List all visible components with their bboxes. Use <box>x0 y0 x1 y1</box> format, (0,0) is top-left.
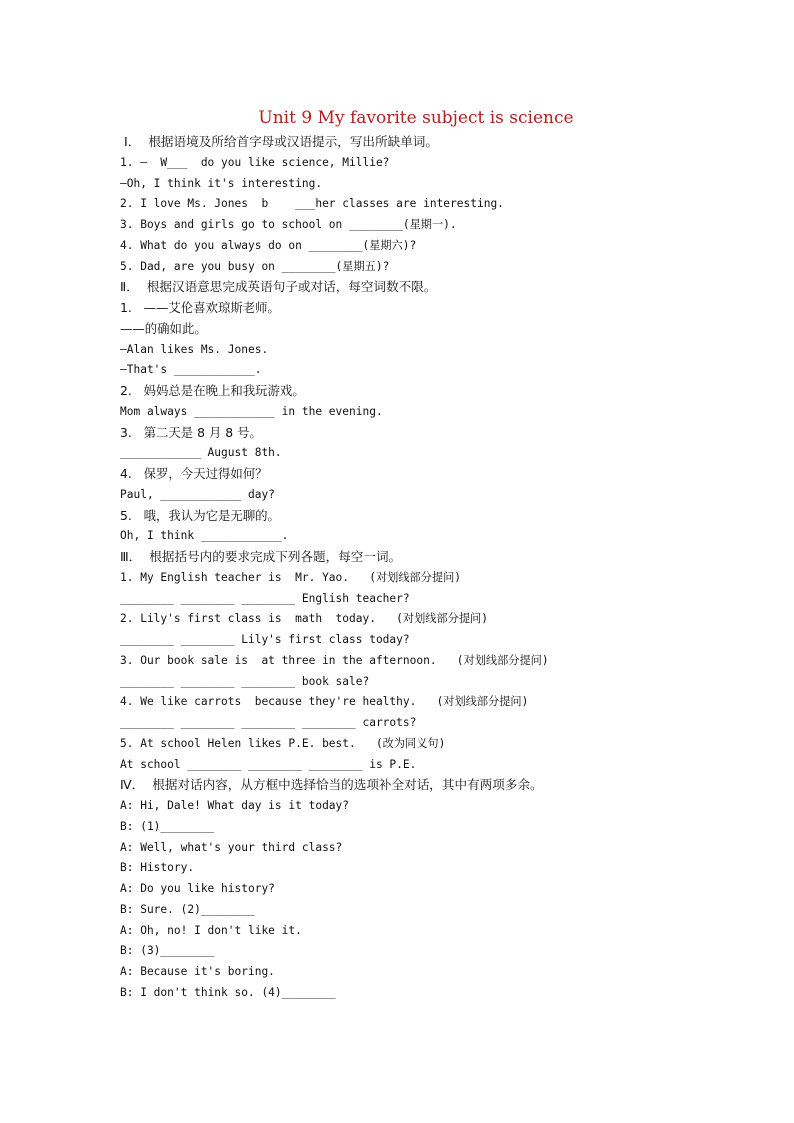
worksheet-line: ____________ August 8th. <box>120 446 282 460</box>
worksheet-line: 2. 妈妈总是在晚上和我玩游戏。 <box>120 383 305 398</box>
worksheet-line: 2. I love Ms. Jones b ___her classes are interesting. <box>120 197 504 211</box>
worksheet-line: 3. Boys and girls go to school on ________(星期一). <box>120 218 457 231</box>
worksheet-line: A: Do you like history? <box>120 882 275 895</box>
section-heading: Ⅳ． 根据对话内容，从方框中选择恰当的选项补全对话，其中有两项多余。 <box>120 777 543 793</box>
worksheet-line: ——的确如此。 <box>120 320 207 336</box>
worksheet-line: 4. 保罗，今天过得如何？ <box>120 466 268 481</box>
worksheet-line: 4. We like carrots because they're healthy. (对划线部分提问) <box>120 695 529 709</box>
worksheet-body <box>120 132 740 1004</box>
worksheet-line: —Alan likes Ms. Jones. <box>120 342 269 356</box>
worksheet-line: 1. My English teacher is Mr. Yao. (对划线部分提问) <box>120 570 461 584</box>
worksheet-line: A: Well, what's your third class? <box>120 840 343 854</box>
section-heading: Ⅰ． 根据语境及所给首字母或汉语提示，写出所缺单词。 <box>120 134 438 149</box>
section-heading: Ⅱ． 根据汉语意思完成英语句子或对话，每空词数不限。 <box>120 279 437 295</box>
section-heading: Ⅲ． 根据括号内的要求完成下列各题，每空一词。 <box>120 549 402 564</box>
worksheet-line: A: Oh, no! I don't like it. <box>120 923 302 937</box>
worksheet-line: B: Sure. (2)________ <box>120 902 255 916</box>
worksheet-line: 1. — W___ do you like science, Millie? <box>120 155 390 169</box>
worksheet-line: 4. What do you always do on ________(星期六)? <box>120 238 417 252</box>
worksheet-line: At school ________ ________ ________ is P.E. <box>120 757 417 771</box>
worksheet-line: B: I don't think so. (4)________ <box>120 985 336 999</box>
worksheet-line: Paul, ____________ day? <box>120 487 275 501</box>
worksheet-line: ________ ________ ________ English teacher? <box>120 591 410 605</box>
worksheet-line: A: Because it's boring. <box>120 965 275 978</box>
worksheet-line: B: (1)________ <box>120 819 215 833</box>
worksheet-page <box>120 104 740 1004</box>
worksheet-line: Mom always ____________ in the evening. <box>120 404 383 418</box>
worksheet-line: ________ ________ ________ book sale? <box>120 674 370 688</box>
worksheet-line: —That's ____________. <box>120 363 262 377</box>
worksheet-line: 1. ——艾伦喜欢琼斯老师。 <box>120 300 280 315</box>
worksheet-line: A: Hi, Dale! What day is it today? <box>120 799 350 812</box>
worksheet-line: 5. 哦，我认为它是无聊的。 <box>120 507 280 523</box>
page-title: Unit 9 My favorite subject is science <box>258 108 574 128</box>
worksheet-line: B: History. <box>120 861 195 875</box>
worksheet-line: —Oh, I think it's interesting. <box>120 176 323 190</box>
worksheet-line: 3. 第二天是 8 月 8 号。 <box>120 424 262 440</box>
worksheet-line: ________ ________ Lily's first class today? <box>120 633 410 646</box>
worksheet-line: 5. Dad, are you busy on ________(星期五)? <box>120 259 390 273</box>
worksheet-line: 3. Our book sale is at three in the afternoon. (对划线部分提问) <box>120 653 549 667</box>
worksheet-line: Oh, I think ____________. <box>120 529 289 543</box>
worksheet-line: 2. Lily's first class is math today. (对划线部分提问) <box>120 612 488 626</box>
worksheet-line: B: (3)________ <box>120 944 215 958</box>
worksheet-line: 5. At school Helen likes P.E. best. (改为同义句) <box>120 736 446 750</box>
worksheet-line: ________ ________ ________ ________ carrots? <box>120 716 417 729</box>
